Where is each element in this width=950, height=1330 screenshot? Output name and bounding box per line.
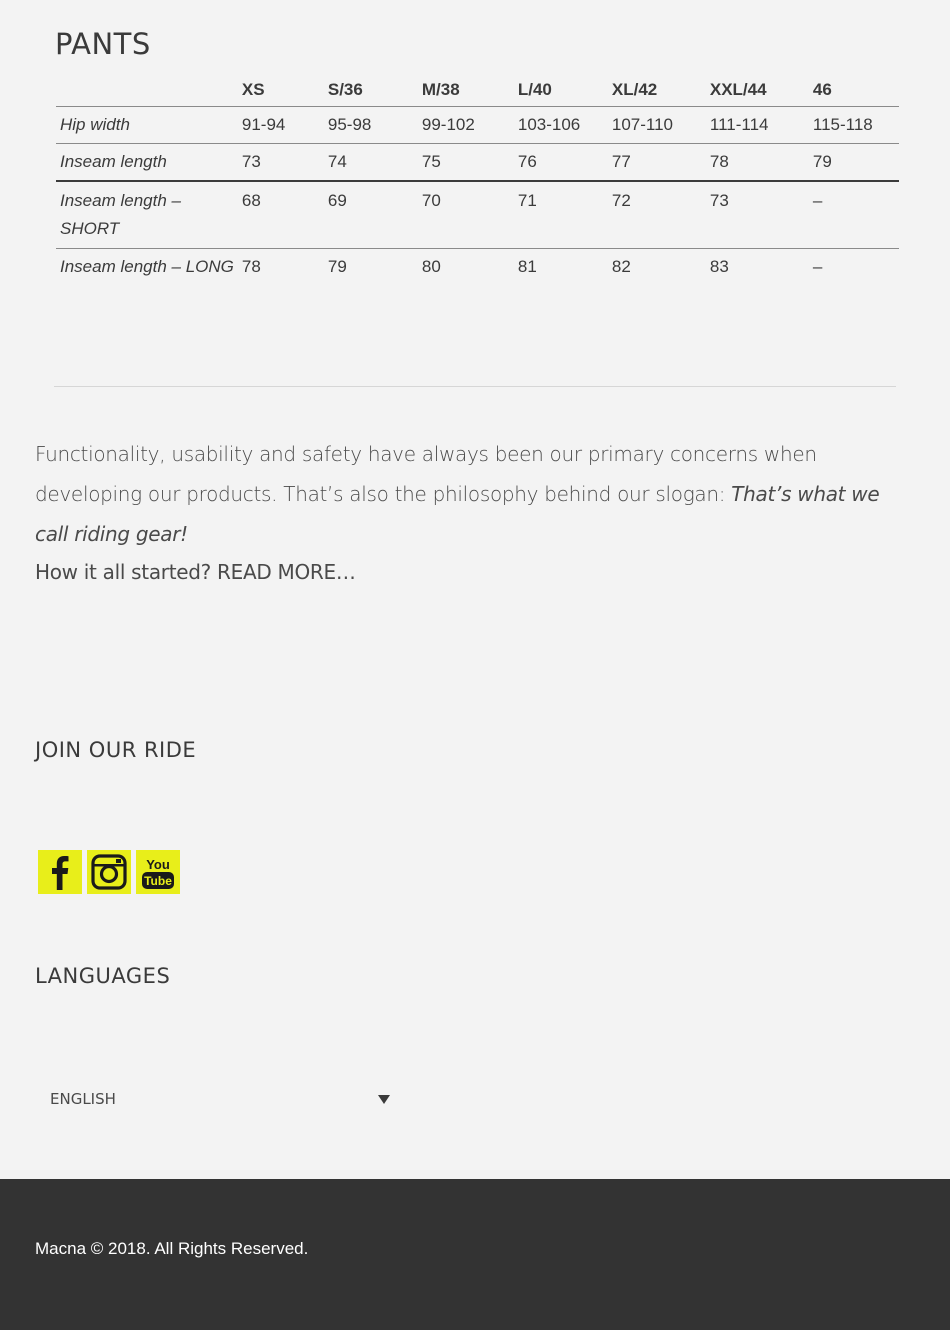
row-label: Inseam length <box>56 144 238 182</box>
table-cell: 68 <box>238 181 324 249</box>
row-label: Inseam length – LONG <box>60 257 234 276</box>
join-our-ride-heading: JOIN OUR RIDE <box>35 738 197 762</box>
table-cell: 95-98 <box>324 107 418 144</box>
table-cell: 70 <box>418 181 514 249</box>
table-cell: 82 <box>611 257 631 276</box>
youtube-icon-tube: Tube <box>144 874 172 888</box>
table-cell: 80 <box>421 257 441 276</box>
slogan-text: That’s what we call riding gear! <box>35 482 880 546</box>
language-select[interactable] <box>36 1080 396 1118</box>
table-cell: 72 <box>608 181 706 249</box>
table-header-cell: XXL/44 <box>706 72 809 107</box>
table-cell: – <box>809 181 899 249</box>
facebook-link[interactable] <box>38 850 82 894</box>
table-row <box>56 144 899 182</box>
youtube-link[interactable] <box>136 850 180 894</box>
copyright-text: Macna © 2018. All Rights Reserved. <box>35 1239 309 1258</box>
history-question: How it all started? <box>35 560 211 584</box>
social-links <box>38 850 180 894</box>
table-cell: 69 <box>324 181 418 249</box>
table-cell: 73 <box>238 144 324 182</box>
languages-heading: LANGUAGES <box>35 964 171 988</box>
table-header-cell: S/36 <box>324 72 418 107</box>
table-cell: 73 <box>706 181 809 249</box>
facebook-icon <box>38 850 82 894</box>
table-cell: 99-102 <box>418 107 514 144</box>
table-cell: 78 <box>241 257 261 276</box>
table-row <box>56 181 899 249</box>
table-cell: 83 <box>709 257 729 276</box>
table-cell: 91-94 <box>238 107 324 144</box>
table-header-cell: L/40 <box>514 72 608 107</box>
language-selected-value: ENGLISH <box>50 1090 116 1108</box>
row-label: Hip width <box>56 107 238 144</box>
table-cell: 76 <box>514 144 608 182</box>
table-header-cell: 46 <box>809 72 899 107</box>
table-cell: 103-106 <box>514 107 608 144</box>
table-cell: 115-118 <box>809 107 899 144</box>
intro-text: Functionality, usability and safety have always been our primary concerns when developing our products. That’s also the philosophy behind our slogan: <box>35 442 817 506</box>
row-label: Inseam length – SHORT <box>56 181 238 249</box>
caret-down-icon <box>378 1095 390 1104</box>
read-more-link[interactable]: READ MORE… <box>217 560 356 584</box>
intro-paragraph <box>35 434 915 554</box>
table-cell: 75 <box>418 144 514 182</box>
site-footer <box>0 1179 950 1330</box>
table-cell: – <box>812 257 823 276</box>
history-paragraph <box>35 552 356 592</box>
table-cell: 79 <box>809 144 899 182</box>
table-header-cell: XL/42 <box>608 72 706 107</box>
section-divider <box>54 386 896 387</box>
table-cell: 79 <box>327 257 347 276</box>
table-row <box>56 107 899 144</box>
table-cell: 74 <box>324 144 418 182</box>
table-row <box>56 249 899 291</box>
table-header-cell: XS <box>238 72 324 107</box>
youtube-icon <box>136 850 180 894</box>
size-chart-table <box>56 72 899 290</box>
instagram-link[interactable] <box>87 850 131 894</box>
instagram-icon <box>87 850 131 894</box>
table-cell: 111-114 <box>706 107 809 144</box>
table-cell: 71 <box>514 181 608 249</box>
table-cell: 77 <box>608 144 706 182</box>
table-cell: 107-110 <box>608 107 706 144</box>
youtube-icon-you: You <box>146 857 170 872</box>
table-cell: 78 <box>706 144 809 182</box>
table-header-cell <box>56 72 238 107</box>
table-header-row <box>56 72 899 107</box>
table-cell: 81 <box>517 257 537 276</box>
table-header-cell: M/38 <box>418 72 514 107</box>
page-title: PANTS <box>55 27 151 62</box>
